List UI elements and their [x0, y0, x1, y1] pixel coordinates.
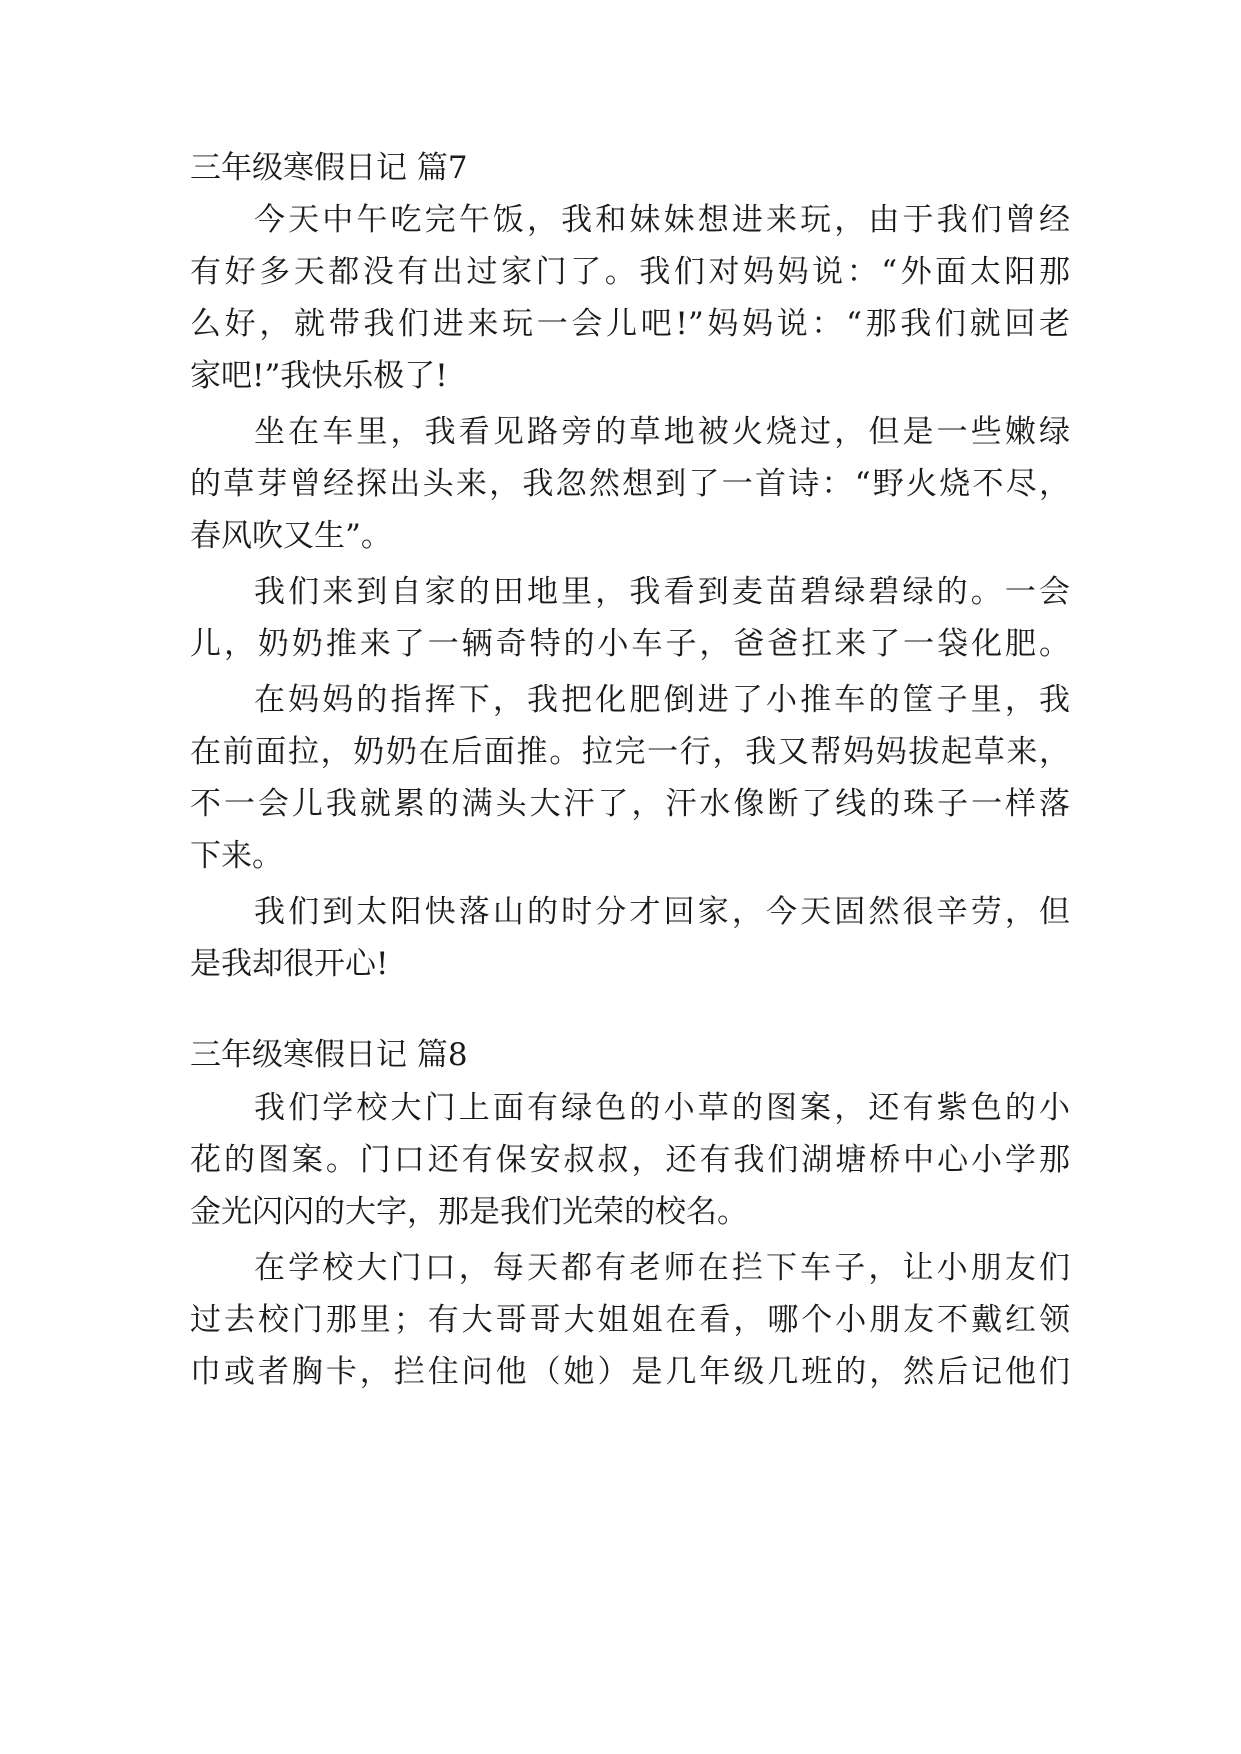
- section-title: 三年级寒假日记 篇8: [190, 1037, 468, 1073]
- paragraph-line: 过去校门那里；有大哥哥大姐姐在看，哪个小朋友不戴红领: [190, 1302, 1070, 1338]
- paragraph-line: 在前面拉，奶奶在后面推。拉完一行，我又帮妈妈拔起草来，: [190, 734, 1070, 770]
- paragraph-line: 下来。: [190, 838, 283, 874]
- paragraph-line: 儿，奶奶推来了一辆奇特的小车子，爸爸扛来了一袋化肥。: [190, 626, 1070, 662]
- paragraph-line: 的草芽曾经探出头来，我忽然想到了一首诗：“野火烧不尽，: [190, 466, 1070, 502]
- paragraph-line: 有好多天都没有出过家门了。我们对妈妈说：“外面太阳那: [190, 254, 1070, 290]
- paragraph-line: 是我却很开心!: [190, 946, 389, 982]
- paragraph-line: 金光闪闪的大字，那是我们光荣的校名。: [190, 1194, 748, 1230]
- paragraph-line: 家吧!”我快乐极了!: [190, 358, 448, 394]
- paragraph-line: 春风吹又生”。: [190, 518, 392, 554]
- paragraph-line: 么好，就带我们进来玩一会儿吧!”妈妈说：“那我们就回老: [190, 306, 1070, 342]
- paragraph-line: 我们学校大门上面有绿色的小草的图案，还有紫色的小: [254, 1090, 1070, 1126]
- paragraph-line: 我们来到自家的田地里，我看到麦苗碧绿碧绿的。一会: [254, 574, 1070, 610]
- paragraph-line: 我们到太阳快落山的时分才回家，今天固然很辛劳，但: [254, 894, 1070, 930]
- paragraph-line: 巾或者胸卡，拦住问他（她）是几年级几班的，然后记他们: [190, 1354, 1070, 1390]
- paragraph-line: 不一会儿我就累的满头大汗了，汗水像断了线的珠子一样落: [190, 786, 1070, 822]
- paragraph-line: 今天中午吃完午饭，我和妹妹想进来玩，由于我们曾经: [254, 202, 1070, 238]
- paragraph-line: 在学校大门口，每天都有老师在拦下车子，让小朋友们: [254, 1250, 1070, 1286]
- section-title: 三年级寒假日记 篇7: [190, 150, 468, 186]
- paragraph-line: 在妈妈的指挥下，我把化肥倒进了小推车的筐子里，我: [254, 682, 1070, 718]
- paragraph-line: 坐在车里，我看见路旁的草地被火烧过，但是一些嫩绿: [254, 414, 1070, 450]
- paragraph-line: 花的图案。门口还有保安叔叔，还有我们湖塘桥中心小学那: [190, 1142, 1070, 1178]
